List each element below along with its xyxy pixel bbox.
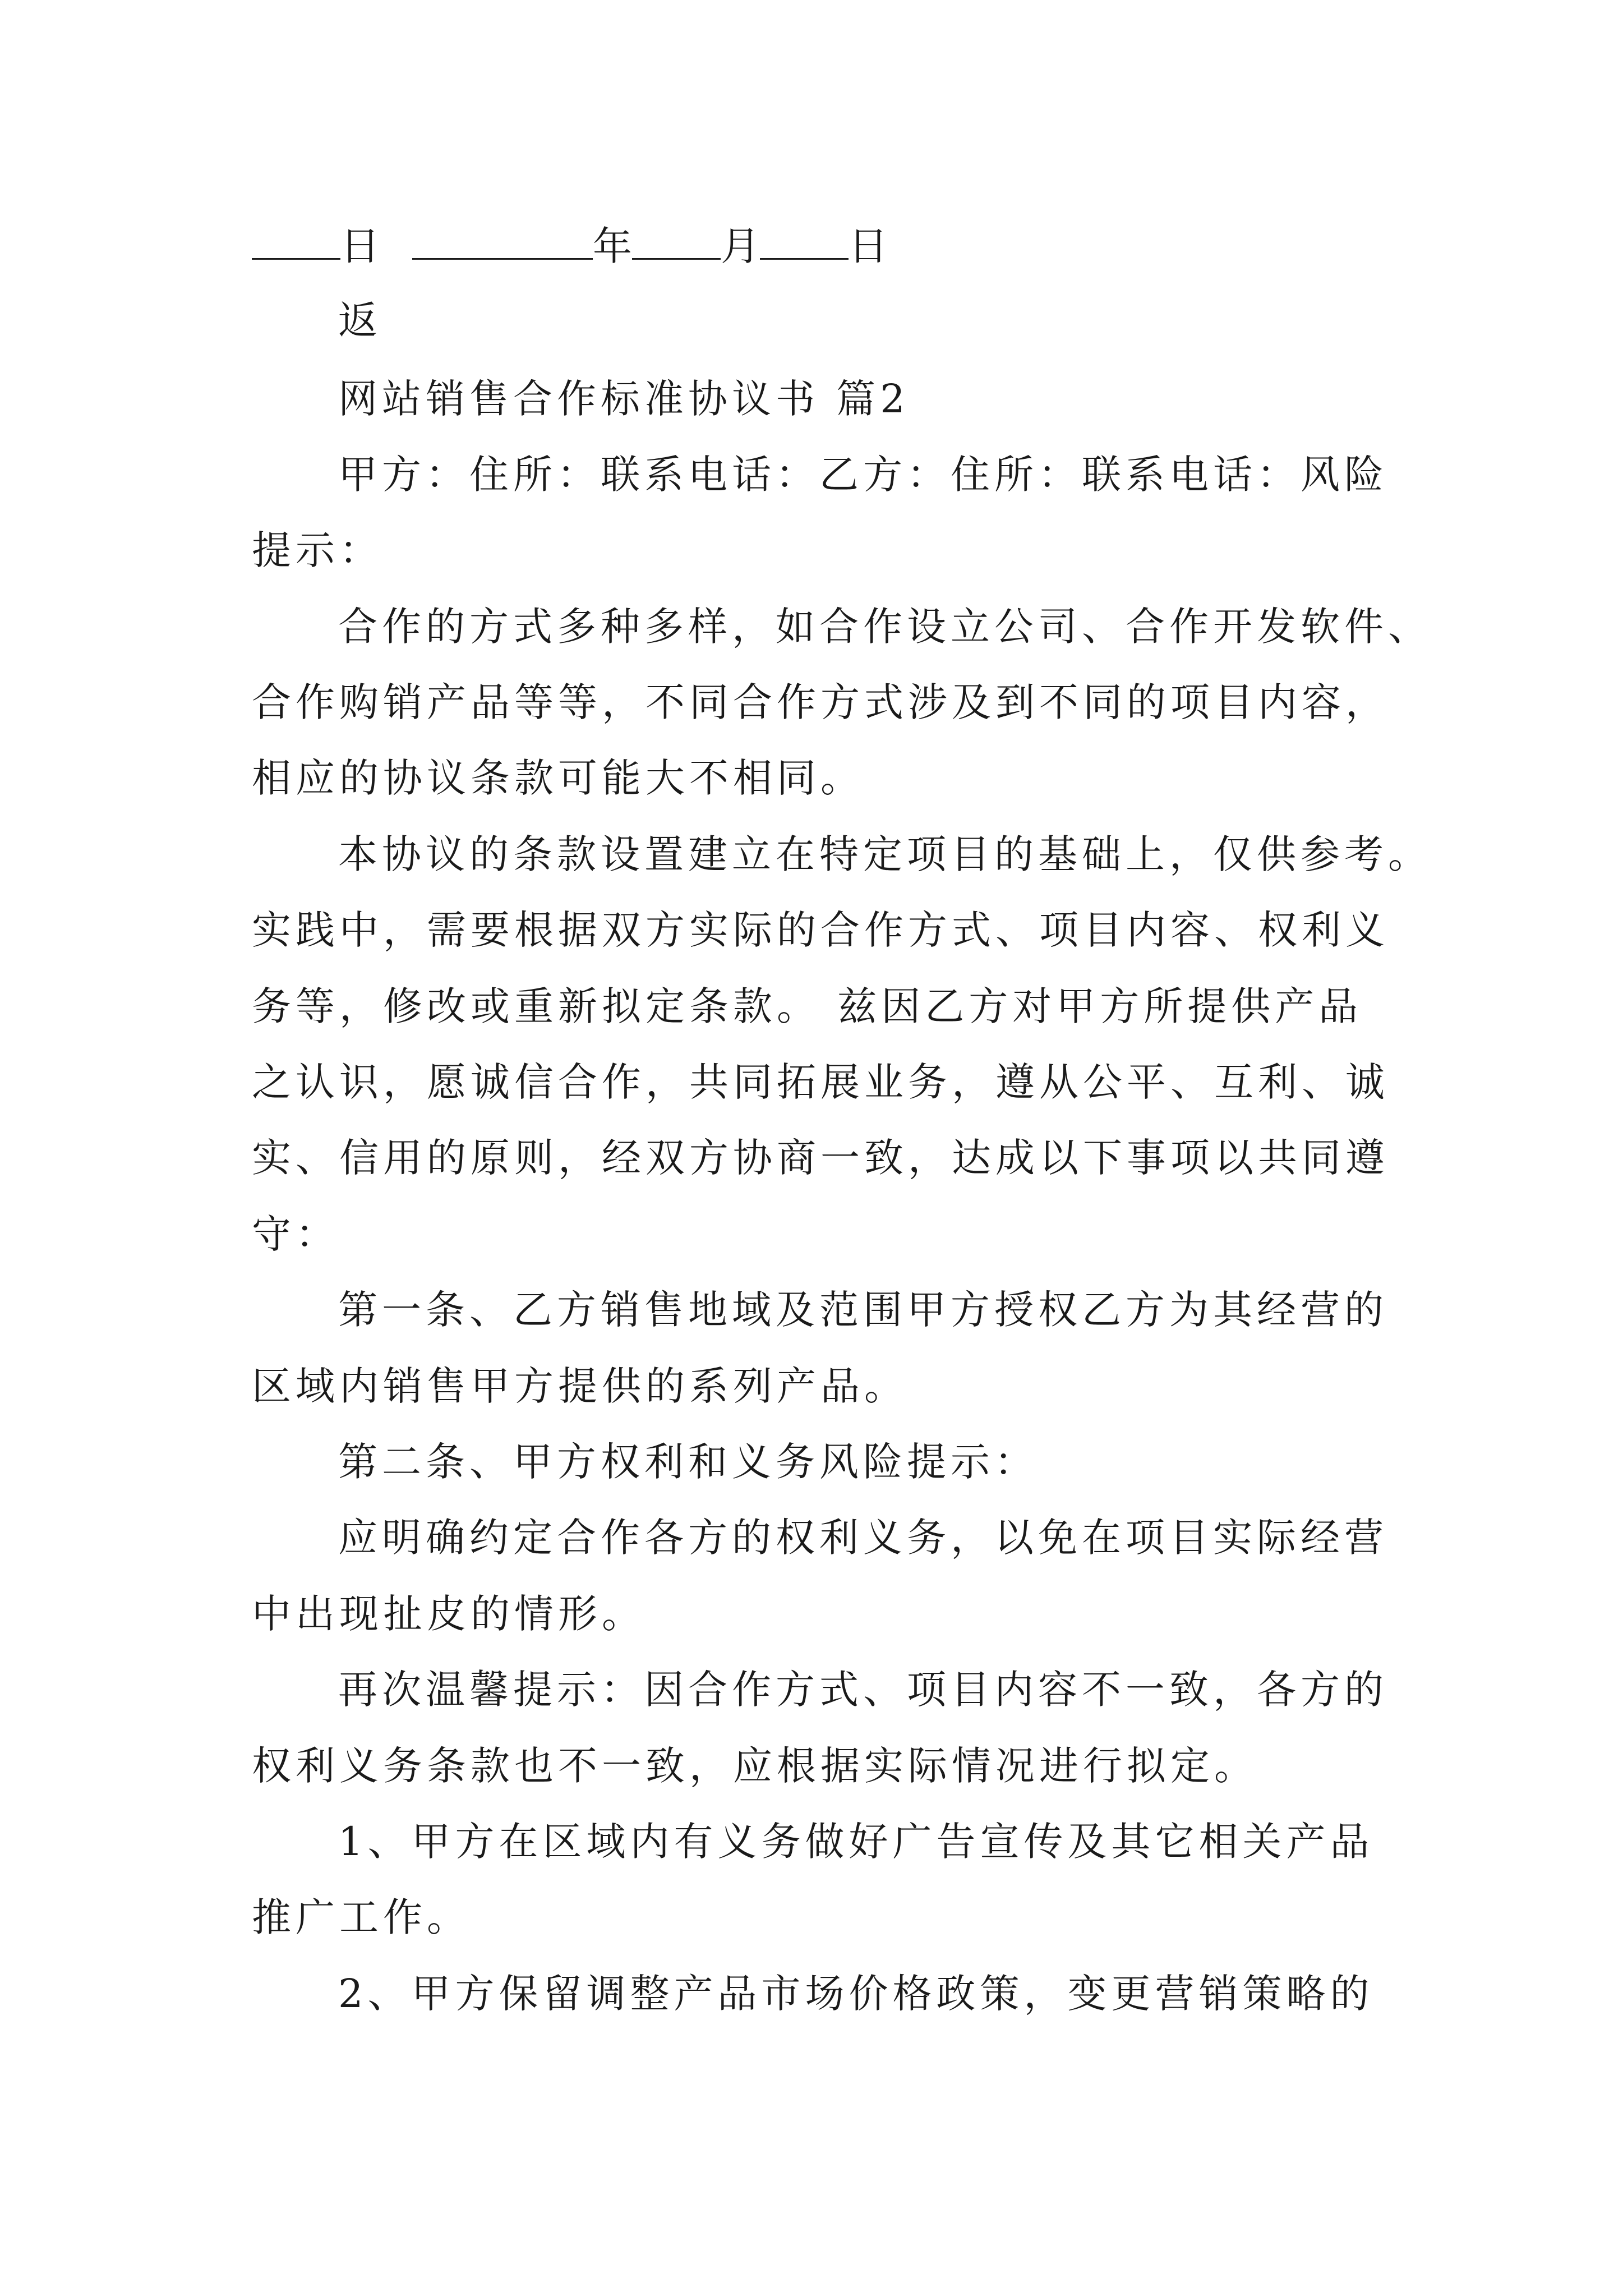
paragraph-line: 务等，修改或重新拟定条款。 兹因乙方对甲方所提供产品 bbox=[252, 983, 1363, 1029]
paragraph-line: 实、信用的原则，经双方协商一致，达成以下事项以共同遵 bbox=[252, 1135, 1389, 1181]
paragraph-line: 应明确约定合作各方的权利义务，以免在项目实际经营 bbox=[338, 1515, 1388, 1561]
blank-underline bbox=[632, 223, 721, 260]
paragraph-line: 合作购销产品等等，不同合作方式涉及到不同的项目内容， bbox=[252, 679, 1389, 725]
paragraph-line: 本协议的条款设置建立在特定项目的基础上，仅供参考。 bbox=[338, 831, 1432, 877]
month-label: 月 bbox=[721, 223, 760, 269]
paragraph-line: 相应的协议条款可能大不相同。 bbox=[252, 755, 864, 801]
blank-underline bbox=[760, 223, 849, 260]
paragraph-line: 再次温馨提示：因合作方式、项目内容不一致，各方的 bbox=[338, 1667, 1388, 1713]
paragraph-line: 守： bbox=[252, 1211, 339, 1257]
return-text: 返 bbox=[338, 297, 382, 343]
paragraph-line: 合作的方式多种多样，如合作设立公司、合作开发软件、 bbox=[338, 604, 1432, 650]
day-label: 日 bbox=[849, 223, 888, 269]
paragraph-line: 之认识，愿诚信合作，共同拓展业务，遵从公平、互利、诚 bbox=[252, 1059, 1389, 1105]
paragraph-line: 1、甲方在区域内有义务做好广告宣传及其它相关产品 bbox=[338, 1819, 1374, 1865]
blank-underline bbox=[252, 223, 340, 260]
signature-date-line bbox=[252, 223, 888, 269]
paragraph-line: 提示： bbox=[252, 527, 383, 573]
paragraph-line: 第一条、乙方销售地域及范围甲方授权乙方为其经营的 bbox=[338, 1287, 1388, 1333]
paragraph-line: 权利义务条款也不一致，应根据实际情况进行拟定。 bbox=[252, 1743, 1258, 1789]
paragraph-line: 甲方：住所：联系电话：乙方：住所：联系电话：风险 bbox=[338, 452, 1388, 498]
paragraph-line: 实践中，需要根据双方实际的合作方式、项目内容、权利义 bbox=[252, 907, 1389, 953]
section-title: 网站销售合作标准协议书 篇2 bbox=[338, 376, 910, 422]
paragraph-line: 中出现扯皮的情形。 bbox=[252, 1591, 645, 1637]
day-label: 日 bbox=[340, 223, 380, 269]
paragraph-line: 推广工作。 bbox=[252, 1894, 471, 1940]
blank-underline bbox=[412, 223, 593, 260]
paragraph-line: 2、甲方保留调整产品市场价格政策，变更营销策略的 bbox=[338, 1971, 1374, 2017]
year-label: 年 bbox=[593, 223, 632, 269]
paragraph-line: 第二条、甲方权利和义务风险提示： bbox=[338, 1439, 1038, 1485]
paragraph-line: 区域内销售甲方提供的系列产品。 bbox=[252, 1363, 908, 1409]
